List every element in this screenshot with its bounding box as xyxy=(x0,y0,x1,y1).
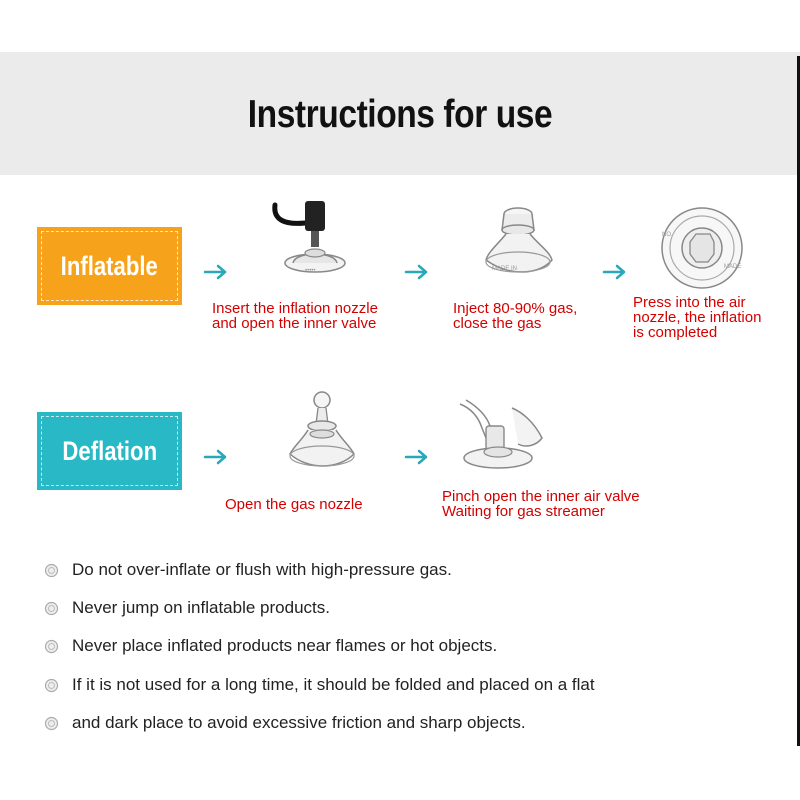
circle-bullet-icon xyxy=(44,601,59,616)
deflation-label-box xyxy=(37,412,182,490)
step-caption xyxy=(453,301,577,331)
page-title: Instructions for use xyxy=(247,93,553,136)
svg-text:MADE IN: MADE IN xyxy=(492,266,518,272)
caption-line: is completed xyxy=(633,324,718,341)
arrow-right-icon xyxy=(404,449,430,465)
svg-text:MADE: MADE xyxy=(724,264,742,270)
deflation-label: Deflation xyxy=(62,435,157,466)
note-item xyxy=(44,636,497,656)
circle-bullet-icon xyxy=(44,563,59,578)
inflatable-label-box xyxy=(37,227,182,305)
note-item xyxy=(44,713,526,733)
note-text: and dark place to avoid excessive friction and sharp objects. xyxy=(72,713,526,732)
note-text: If it is not used for a long time, it should be folded and placed on a flat xyxy=(72,675,595,694)
caption-line: Press into the air xyxy=(633,294,746,311)
note-item xyxy=(44,675,595,695)
valve-cap-open-illustration xyxy=(282,384,362,479)
pump-nozzle-illustration xyxy=(265,195,355,290)
arrow-right-icon xyxy=(203,449,229,465)
caption-line: Pinch open the inner air valve xyxy=(442,488,640,505)
circle-bullet-icon xyxy=(44,678,59,693)
note-text: Never jump on inflatable products. xyxy=(72,598,330,617)
caption-line: and open the inner valve xyxy=(212,315,377,332)
svg-text:•••••: ••••• xyxy=(305,268,316,274)
note-text: Never place inflated products near flames or hot objects. xyxy=(72,636,498,655)
note-text: Do not over-inflate or flush with high-pressure gas. xyxy=(72,560,452,579)
svg-text:NO.: NO. xyxy=(662,232,673,238)
caption-line: Waiting for gas streamer xyxy=(442,503,605,520)
inflatable-label: Inflatable xyxy=(60,250,159,281)
arrow-right-icon xyxy=(203,264,229,280)
step-caption xyxy=(633,295,761,340)
step-caption xyxy=(442,489,640,519)
circle-bullet-icon xyxy=(44,639,59,654)
note-item xyxy=(44,598,330,618)
circle-bullet-icon xyxy=(44,716,59,731)
note-item xyxy=(44,560,452,580)
arrow-right-icon xyxy=(404,264,430,280)
valve-closed-illustration xyxy=(652,206,752,290)
caption-line: nozzle, the inflation xyxy=(633,309,762,326)
caption-line: Insert the inflation nozzle xyxy=(212,300,378,317)
step-caption xyxy=(212,301,378,331)
hands-pinch-valve-illustration xyxy=(456,398,556,478)
step-caption xyxy=(225,497,363,512)
caption-line: Open the gas nozzle xyxy=(225,496,363,513)
caption-line: close the gas xyxy=(453,315,542,332)
caption-line: Inject 80-90% gas, xyxy=(453,300,578,317)
valve-open-illustration xyxy=(478,200,568,285)
arrow-right-icon xyxy=(602,264,628,280)
